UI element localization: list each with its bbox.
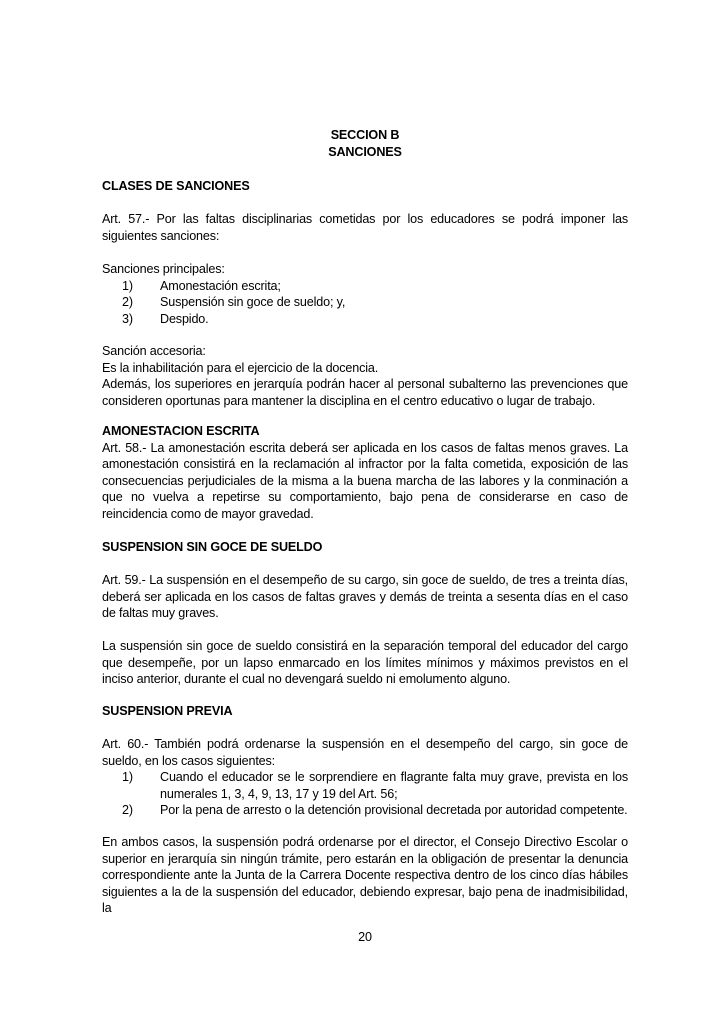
heading-suspension-previa: SUSPENSION PREVIA xyxy=(102,704,233,718)
amonestacion-block xyxy=(102,423,628,522)
art-57-paragraph: Art. 57.- Por las faltas disciplinarias cometidas por los educadores se podrá imponer las siguientes sanciones: xyxy=(102,212,628,243)
list-item-text: Despido. xyxy=(160,311,209,326)
heading-amonestacion-escrita: AMONESTACION ESCRITA xyxy=(102,424,260,438)
principales-label: Sanciones principales: xyxy=(102,262,225,276)
list-item-text: Por la pena de arresto o la detención provisional decretada por autoridad competente. xyxy=(160,803,628,817)
list-item-number: 1) xyxy=(122,770,133,784)
art-60-paragraph: Art. 60.- También podrá ordenarse la suspensión en el desempeño del cargo, sin goce de sueldo, en los casos siguientes: xyxy=(102,737,628,768)
list-item-text: Amonestación escrita; xyxy=(160,278,281,293)
art-60-block xyxy=(102,736,628,819)
list-item-number: 2) xyxy=(122,803,133,817)
accesoria-text: Es la inhabilitación para el ejercicio de la docencia. xyxy=(102,360,379,375)
accesoria-label: Sanción accesoria: xyxy=(102,344,206,358)
ambos-casos-paragraph: En ambos casos, la suspensión podrá ordenarse por el director, el Consejo Directivo Escolar o superior en jerarquía sin ningún trámite, pero estarán en la obligación de presentar la denuncia correspondiente ante la Junta de la Carrera Docente respectiva dentro de los cinco días hábiles siguientes a la de la suspensión del educador, debiendo expresar, bajo pena de inadmisibilidad, la xyxy=(102,835,628,915)
section-title-line1: SECCION B xyxy=(330,128,400,142)
list-item xyxy=(102,311,628,328)
sancion-accesoria-block xyxy=(102,343,628,409)
list-item xyxy=(102,278,628,295)
page-number: 20 xyxy=(358,930,372,944)
list-item-number: 3) xyxy=(122,311,133,326)
suspension-paragraph-2: La suspensión sin goce de sueldo consistirá en la separación temporal del educador del cargo que desempeñe, por un lapso enmarcado en los límites mínimos y máximos previstos en el inciso anterior, durante el cual no devengará sueldo ni emolumento alguno. xyxy=(102,639,628,686)
section-title-line2: SANCIONES xyxy=(328,144,402,159)
list-item xyxy=(102,802,628,819)
list-item-number: 1) xyxy=(122,278,133,293)
sanciones-principales-block xyxy=(102,261,628,327)
list-item xyxy=(102,294,628,311)
ademas-paragraph: Además, los superiores en jerarquía podrán hacer al personal subalterno las prevenciones que consideren oportunas para mantener la disciplina en el centro educativo o lugar de trabajo. xyxy=(102,377,628,408)
list-item-text: Cuando el educador se le sorprendiere en flagrante falta muy grave, prevista en los numerales 1, 3, 4, 9, 13, 17 y 19 del Art. 56; xyxy=(160,770,628,801)
art-58-paragraph: Art. 58.- La amonestación escrita deberá ser aplicada en los casos de faltas menos graves. La amonestación consistirá en la reclamación al infractor por la falta cometida, exposición de las consecuencias perjudiciales de la misma a la buena marcha de las labores y la conminación a que no vuelva a repetirse su comportamiento, bajo pena de considerarse en caso de reincidencia como de mayor gravedad. xyxy=(102,440,628,521)
list-item-number: 2) xyxy=(122,295,133,309)
list-item-text: Suspensión sin goce de sueldo; y, xyxy=(160,295,346,309)
section-title xyxy=(102,127,628,160)
heading-suspension-sin-goce: SUSPENSION SIN GOCE DE SUELDO xyxy=(102,540,323,554)
list-item xyxy=(102,769,628,802)
art-59-paragraph: Art. 59.- La suspensión en el desempeño de su cargo, sin goce de sueldo, de tres a treinta días, deberá ser aplicada en los casos de faltas graves y demás de treinta a sesenta días en el caso de faltas muy graves. xyxy=(102,573,628,620)
heading-clases-de-sanciones: CLASES DE SANCIONES xyxy=(102,179,250,193)
